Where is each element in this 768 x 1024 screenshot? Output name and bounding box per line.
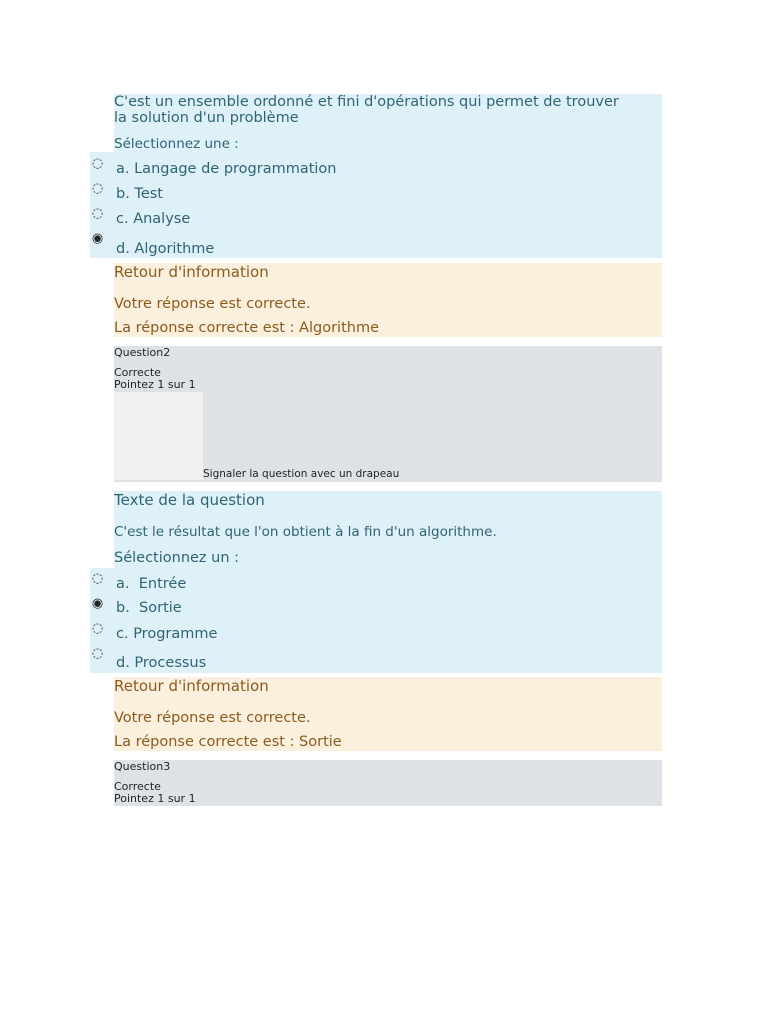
q3-number: Question3 xyxy=(114,760,171,773)
q1-option-d-label[interactable]: d. Algorithme xyxy=(116,241,215,257)
q1-option-b-label[interactable]: b. Test xyxy=(116,186,163,202)
q2-feedback-title: Retour d'information xyxy=(114,677,269,695)
q2-flag-link[interactable]: Signaler la question avec un drapeau xyxy=(203,468,400,480)
q2-option-a-radio[interactable]: ◌ xyxy=(91,571,104,586)
q2-score: Pointez 1 sur 1 xyxy=(114,378,196,391)
q2-question-text: C'est le résultat que l'on obtient à la fin d'un algorithme. xyxy=(114,524,497,540)
q1-option-a-radio[interactable]: ◌ xyxy=(91,156,104,171)
q2-feedback-result: Votre réponse est correcte. xyxy=(114,710,311,726)
q1-option-c-label[interactable]: c. Analyse xyxy=(116,211,191,227)
q2-prompt: Sélectionnez un : xyxy=(114,550,240,566)
q2-option-d-label[interactable]: d. Processus xyxy=(116,655,207,671)
q1-option-c-radio[interactable]: ◌ xyxy=(91,206,104,221)
q2-feedback-answer: La réponse correcte est : Sortie xyxy=(114,734,342,750)
q1-option-d-radio-selected[interactable]: ◉ xyxy=(91,231,104,246)
q2-option-c-radio[interactable]: ◌ xyxy=(91,621,104,636)
q2-heading: Texte de la question xyxy=(114,491,265,509)
q1-feedback-answer: La réponse correcte est : Algorithme xyxy=(114,320,379,336)
q2-option-a-label[interactable]: a. Entrée xyxy=(116,576,187,592)
q2-option-c-label[interactable]: c. Programme xyxy=(116,626,218,642)
q1-option-a-label[interactable]: a. Langage de programmation xyxy=(116,161,337,177)
q1-question-text: C'est un ensemble ordonné et fini d'opérations qui permet de trouver la solution d'un problème xyxy=(114,94,619,126)
q3-score: Pointez 1 sur 1 xyxy=(114,792,196,805)
q1-feedback-result: Votre réponse est correcte. xyxy=(114,296,311,312)
q2-question-block xyxy=(114,491,662,673)
q2-option-b-label[interactable]: b. Sortie xyxy=(116,600,182,616)
q2-option-d-radio[interactable]: ◌ xyxy=(91,646,104,661)
q3-status: Correcte xyxy=(114,780,161,793)
q2-status: Correcte xyxy=(114,366,161,379)
q3-info-block xyxy=(114,760,662,806)
q2-option-b-radio-selected[interactable]: ◉ xyxy=(91,596,104,611)
q2-flag-image xyxy=(114,392,203,480)
q1-prompt: Sélectionnez une : xyxy=(114,136,239,152)
q1-option-b-radio[interactable]: ◌ xyxy=(91,181,104,196)
q2-number: Question2 xyxy=(114,346,171,359)
q1-feedback-title: Retour d'information xyxy=(114,263,269,281)
